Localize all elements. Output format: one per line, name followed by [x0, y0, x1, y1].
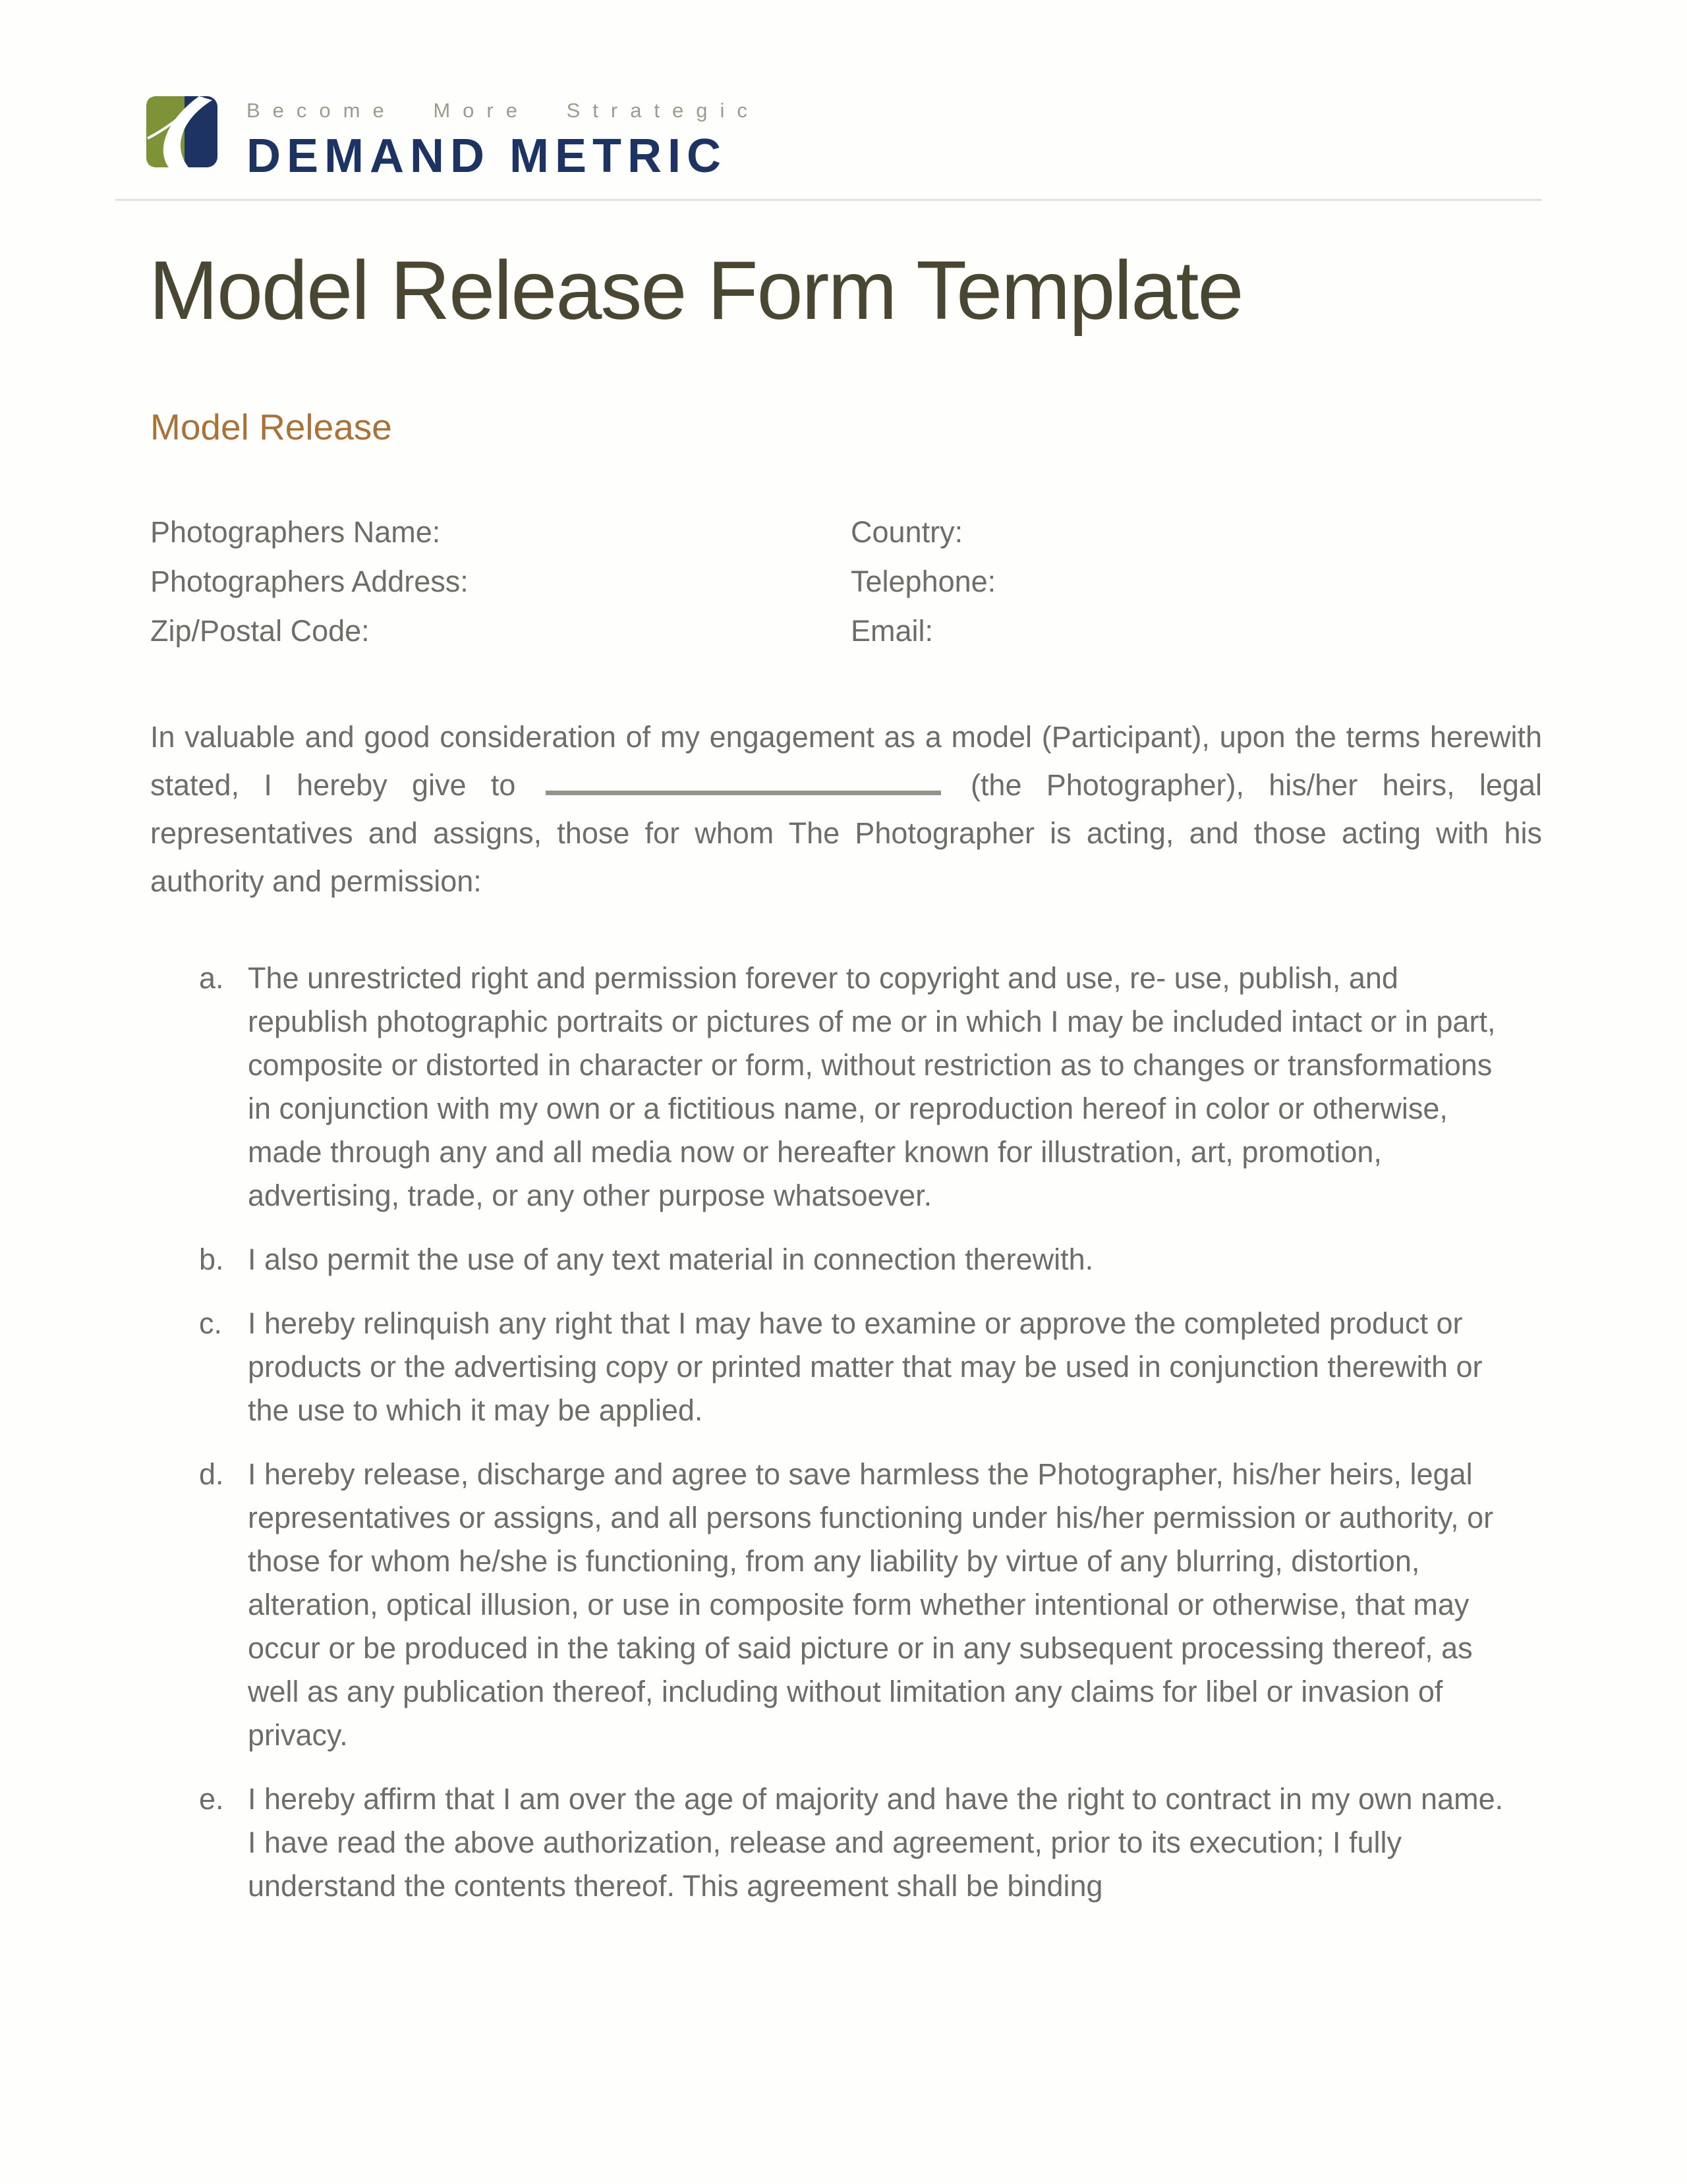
field-label-photographers-address: Photographers Address: [150, 565, 469, 598]
release-terms-list [199, 957, 1517, 1928]
section-heading-model-release: Model Release [150, 406, 392, 447]
intro-text-before-blank: In valuable and good consideration of my engagement as a model (Participant), upon the terms herewith stated, I hereby give to [150, 720, 1542, 802]
page-title: Model Release Form Template [149, 244, 1243, 337]
field-label-email: Email: [851, 614, 934, 648]
field-label-photographers-name: Photographers Name: [150, 515, 441, 549]
intro-paragraph [150, 713, 1542, 905]
list-item-text: I also permit the use of any text material in connection therewith. [248, 1243, 1094, 1276]
list-item-text: I hereby relinquish any right that I may have to examine or approve the completed product or products or the advertising copy or printed matter that may be used in conjunction therewith or the use to which it may be applied. [248, 1306, 1483, 1427]
release-form-fields [150, 507, 1541, 656]
list-item-text: I hereby affirm that I am over the age of majority and have the right to contract in my own name. I have read the above authorization, release and agreement, prior to its execution; I fully understand the contents thereof. This agreement shall be binding [248, 1782, 1504, 1903]
field-label-zip-postal-code: Zip/Postal Code: [150, 614, 370, 648]
list-marker: c. [199, 1306, 223, 1340]
demand-metric-logo [146, 96, 760, 183]
field-label-telephone: Telephone: [851, 565, 996, 598]
photographer-name-blank-line [546, 769, 941, 796]
list-item-c [199, 1302, 1517, 1432]
list-marker: d. [199, 1457, 224, 1491]
list-item-b [199, 1238, 1517, 1281]
logo-text-block [246, 96, 760, 183]
header-divider [115, 199, 1542, 201]
list-item-d [199, 1453, 1517, 1757]
list-marker: a. [199, 961, 224, 995]
list-item-e [199, 1778, 1517, 1908]
list-item-text: The unrestricted right and permission forever to copyright and use, re- use, publish, and republish photographic portraits or pictures of me or in which I may be included intact or in part, composite or distorted in character or form, without restriction as to changes or transformations in conjunction with my own or a fictitious name, or reproduction hereof in color or otherwise, made through any and all media now or hereafter known for illustration, art, promotion, advertising, trade, or any other purpose whatsoever. [248, 961, 1496, 1212]
field-label-country: Country: [851, 515, 963, 549]
list-item-text: I hereby release, discharge and agree to save harmless the Photographer, his/her heirs, legal representatives or assigns, and all persons functioning under his/her permission or authority, or those for whom he/she is functioning, from any liability by virtue of any blurring, distortion, alteration, optical illusion, or use in composite form whether intentional or otherwise, that may occur or be produced in the taking of said picture or in any subsequent processing thereof, as well as any publication thereof, including without limitation any claims for libel or invasion of privacy. [248, 1457, 1494, 1752]
demand-metric-logo-icon [146, 96, 217, 167]
logo-wordmark: DEMAND METRIC [246, 130, 727, 182]
list-marker: e. [199, 1782, 224, 1816]
intro-text-after-blank: (the Photographer), his/her heirs, legal representatives and assigns, those for whom The Photographer is acting, and those acting with his authority and permission: [150, 768, 1542, 898]
logo-tagline: Become More Strategic [246, 99, 760, 122]
list-marker: b. [199, 1243, 224, 1276]
list-item-a [199, 957, 1517, 1218]
